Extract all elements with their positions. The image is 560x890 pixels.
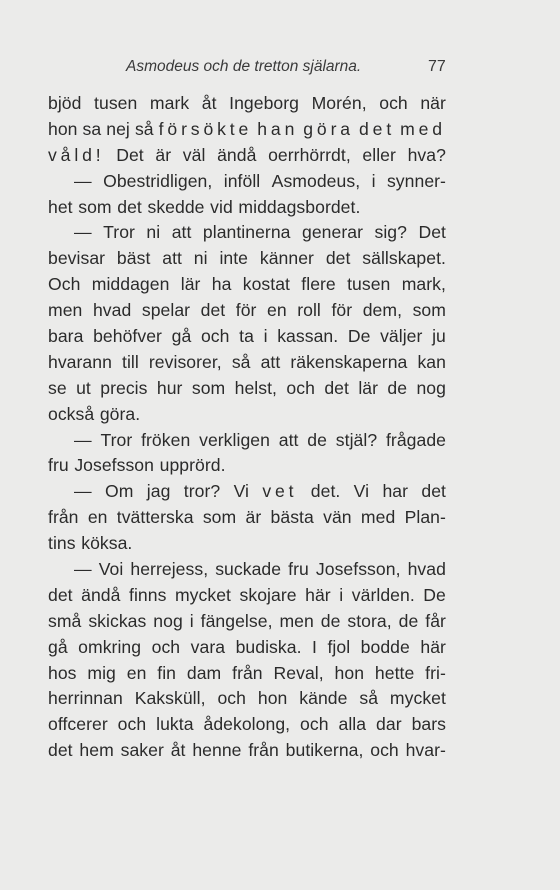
text-line: hvarann till revisorer, så att räkenskaperna kan xyxy=(48,351,446,372)
text-line: offcerer och lukta ådekolong, och alla dar bars xyxy=(48,714,446,735)
text-line: det ändå finns mycket skojare här i världen. De xyxy=(48,584,446,605)
text-line: — Tror ni att plantinerna generar sig? Det xyxy=(74,222,446,243)
text-line: — Obestridligen, inföll Asmodeus, i synner- xyxy=(74,170,446,191)
text-line: het som det skedde vid middagsbordet. xyxy=(48,196,361,217)
text-line: bevisar bäst att ni inte känner det sällskapet. xyxy=(48,248,446,269)
text-line: — Voi herrejess, suckade fru Josefsson, hvad xyxy=(74,559,446,580)
text-line: bjöd tusen mark åt Ingeborg Morén, och när xyxy=(48,93,446,113)
text-line: bara behöfver gå och ta i kassan. De väljer ju xyxy=(48,326,446,347)
page-header xyxy=(48,56,445,78)
text-line: men hvad spelar det för en roll för dem, som xyxy=(48,300,446,321)
text-line: det hem saker åt henne från butikerna, och hvar- xyxy=(48,740,446,761)
text-line: herrinnan Kaksküll, och hon kände så mycket xyxy=(48,688,446,709)
page-number: 77 xyxy=(428,58,446,75)
text-line: hos mig en fin dam från Reval, hon hette fri- xyxy=(48,662,446,683)
running-title: Asmodeus och de tretton själarna. xyxy=(126,58,362,75)
text-line: tins köksa. xyxy=(48,533,133,554)
text-line: från en tvätterska som är bästa vän med Plan- xyxy=(48,507,446,528)
text-line: små skickas nog i fängelse, men de stora, de får xyxy=(48,610,446,631)
text-line: se ut precis hur som helst, och det lär de nog xyxy=(48,377,446,398)
text-line: våld! Det är väl ändå oerrhörrdt, eller hva? xyxy=(48,144,446,165)
text-line: hon sa nej så försökte han göra det med xyxy=(48,118,446,139)
body-text xyxy=(48,91,446,764)
text-line: Och middagen lär ha kostat flere tusen mark, xyxy=(48,274,446,295)
text-line: fru Josefsson upprörd. xyxy=(48,455,226,476)
text-line: gå omkring och vara budiska. I fjol bodde här xyxy=(48,636,446,657)
text-line: — Om jag tror? Vi vet det. Vi har det xyxy=(74,481,446,502)
text-line: — Tror fröken verkligen att de stjäl? frågade xyxy=(74,429,446,450)
text-line: också göra. xyxy=(48,403,141,424)
